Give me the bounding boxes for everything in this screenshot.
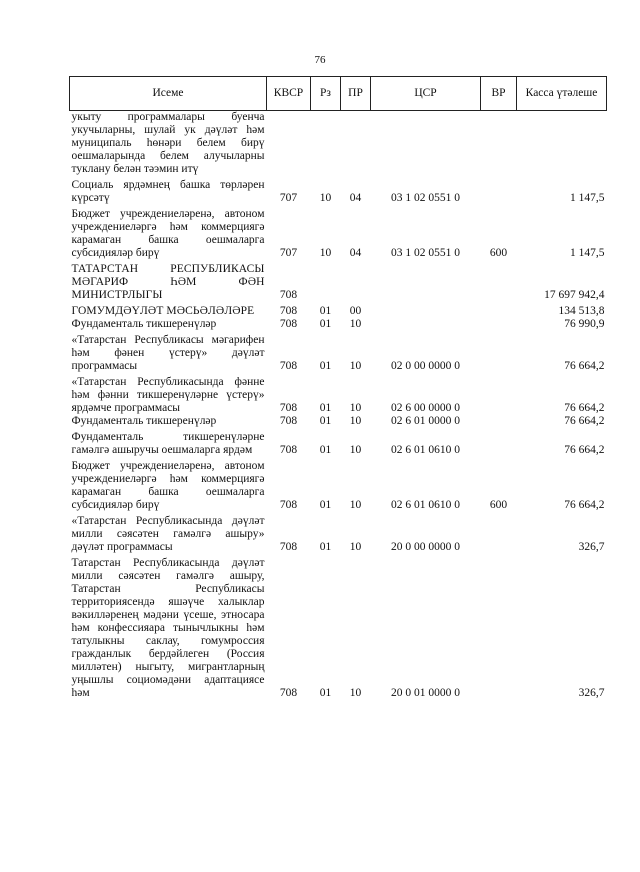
page-number: 76 — [314, 54, 326, 66]
row-amount: 76 664,2 — [564, 402, 605, 414]
row-kvsr: 708 — [279, 402, 298, 414]
header-pr: ПР — [341, 77, 371, 111]
table-row — [70, 460, 607, 512]
row-name: ТАТАРСТАН РЕСПУБЛИКАСЫ МӘГАРИФ ҺӘМ ФӘН МИНИСТРЛЫГЫ — [71, 263, 265, 301]
row-pr: 10 — [349, 402, 362, 414]
row-pr: 04 — [349, 192, 362, 204]
table-row — [70, 208, 607, 260]
row-name: Фундаменталь тикшеренүләр — [71, 318, 217, 330]
table-row — [70, 515, 607, 554]
row-csr: 20 0 00 0000 0 — [391, 541, 460, 553]
row-amount: 76 990,9 — [564, 318, 605, 330]
header-rz: Рз — [311, 77, 341, 111]
row-kvsr: 708 — [279, 305, 298, 317]
row-csr: 20 0 01 0000 0 — [391, 687, 460, 699]
row-vr — [481, 318, 517, 331]
row-vr — [481, 415, 517, 428]
row-pr: 00 — [349, 305, 362, 317]
row-amount: 76 664,2 — [564, 415, 605, 427]
row-name: Татарстан Республикасында дәүләт милли сәясәтен гамәлгә ашыру, Татарстан Республикасы территориясендә яшәүче халыклар вәкилләренең мәдәни үсеше, этносара һәм конфессияара тынычлыкны һәм татулыкны саклау, гомумроссия гражданлык бердәйлеген (Россия милләтен) ныгыту, мигрантларның уңышлы социомәдәни адаптациясе һәм — [71, 557, 265, 699]
row-amount — [517, 111, 607, 177]
row-pr: 04 — [349, 247, 362, 259]
row-kvsr: 707 — [279, 192, 298, 204]
row-kvsr: 708 — [279, 318, 298, 330]
row-vr — [481, 305, 517, 318]
row-vr — [481, 557, 517, 700]
row-name: Бюджет учреждениеләренә, автоном учреждениеләргә һәм коммерциягә карамаган башка оешмаларга субсидияләр бирү — [71, 208, 265, 259]
row-rz: 01 — [319, 402, 332, 414]
row-rz: 10 — [319, 247, 332, 259]
row-rz — [311, 111, 341, 177]
header-kassa: Касса үтәлеше — [517, 77, 607, 111]
header-csr: ЦСР — [371, 77, 481, 111]
header-name: Исеме — [70, 77, 267, 111]
row-pr: 10 — [349, 415, 362, 427]
row-amount: 326,7 — [578, 541, 605, 553]
row-pr: 10 — [349, 499, 362, 511]
row-kvsr — [267, 111, 311, 177]
row-rz: 01 — [319, 415, 332, 427]
row-rz: 01 — [319, 499, 332, 511]
table-row — [70, 111, 607, 177]
row-csr: 02 6 00 0000 0 — [391, 402, 460, 414]
row-pr — [341, 263, 371, 302]
row-kvsr: 708 — [279, 360, 298, 372]
table-row — [70, 431, 607, 457]
row-vr: 600 — [489, 247, 508, 259]
row-name: Фундаменталь тикшеренүләрне гамәлгә ашыручы оешмаларга ярдәм — [71, 431, 265, 456]
row-kvsr: 708 — [279, 541, 298, 553]
row-amount: 1 147,5 — [570, 247, 605, 259]
row-amount: 76 664,2 — [564, 499, 605, 511]
header-vr: ВР — [481, 77, 517, 111]
table-row — [70, 415, 607, 428]
row-csr — [371, 111, 481, 177]
row-vr — [481, 334, 517, 373]
table-row — [70, 376, 607, 415]
row-amount: 326,7 — [578, 687, 605, 699]
row-csr: 02 6 01 0000 0 — [391, 415, 460, 427]
row-vr — [481, 376, 517, 415]
row-kvsr: 708 — [279, 687, 298, 699]
row-pr — [341, 111, 371, 177]
table-row — [70, 318, 607, 331]
row-pr: 10 — [349, 444, 362, 456]
header-kvsr: КВСР — [267, 77, 311, 111]
row-kvsr: 708 — [279, 444, 298, 456]
row-vr — [481, 431, 517, 457]
row-rz: 01 — [319, 318, 332, 330]
row-name: Социаль ярдәмнең башка төрләрен күрсәтү — [71, 179, 265, 204]
row-csr: 03 1 02 0551 0 — [391, 192, 460, 204]
row-amount: 76 664,2 — [564, 360, 605, 372]
table-row — [70, 557, 607, 700]
table-header-row — [70, 77, 607, 111]
row-amount: 76 664,2 — [564, 444, 605, 456]
row-kvsr: 708 — [279, 415, 298, 427]
row-rz — [311, 263, 341, 302]
row-pr: 10 — [349, 360, 362, 372]
row-kvsr: 708 — [279, 499, 298, 511]
row-csr — [371, 318, 481, 331]
row-name: «Татарстан Республикасында дәүләт милли сәясәтен гамәлгә ашыру» дәүләт программасы — [71, 515, 265, 553]
row-amount: 134 513,8 — [558, 305, 605, 317]
budget-table — [69, 76, 607, 700]
row-vr — [481, 179, 517, 205]
row-rz: 01 — [319, 360, 332, 372]
row-vr — [481, 111, 517, 177]
table-row — [70, 179, 607, 205]
row-name: Бюджет учреждениеләренә, автоном учреждениеләргә һәм коммерциягә карамаган башка оешмаларга субсидияләр бирү — [71, 460, 265, 511]
row-csr — [371, 305, 481, 318]
row-rz: 01 — [319, 305, 332, 317]
row-rz: 01 — [319, 541, 332, 553]
table-row — [70, 334, 607, 373]
table-row — [70, 263, 607, 302]
row-pr: 10 — [349, 687, 362, 699]
row-name: укыту программалары буенча укучыларны, шулай ук дәүләт һәм муниципаль һөнәри белем бирү оешмаларында белем алучыларны туклану белән тәэмин итү — [71, 111, 265, 175]
row-vr — [481, 263, 517, 302]
row-rz: 01 — [319, 444, 332, 456]
row-amount: 1 147,5 — [570, 192, 605, 204]
row-kvsr: 708 — [279, 289, 298, 301]
row-name: «Татарстан Республикасы мәгарифен һәм фәнен үстерү» дәүләт программасы — [71, 334, 265, 372]
row-pr: 10 — [349, 318, 362, 330]
row-amount: 17 697 942,4 — [544, 289, 605, 301]
table-row — [70, 305, 607, 318]
row-name: ГОМУМДӘҮЛӘТ МӘСЬӘЛӘЛӘРЕ — [71, 305, 255, 317]
row-name: «Татарстан Республикасында фәнне һәм фәнни тикшеренүләрне үстерү» ярдәмче программасы — [71, 376, 265, 414]
row-pr: 10 — [349, 541, 362, 553]
row-csr: 02 6 01 0610 0 — [391, 444, 460, 456]
row-rz: 01 — [319, 687, 332, 699]
row-csr: 02 0 00 0000 0 — [391, 360, 460, 372]
row-kvsr: 707 — [279, 247, 298, 259]
row-rz: 10 — [319, 192, 332, 204]
row-name: Фундаменталь тикшеренүләр — [71, 415, 217, 427]
row-csr: 03 1 02 0551 0 — [391, 247, 460, 259]
row-csr — [371, 263, 481, 302]
row-vr: 600 — [489, 499, 508, 511]
row-vr — [481, 515, 517, 554]
row-csr: 02 6 01 0610 0 — [391, 499, 460, 511]
